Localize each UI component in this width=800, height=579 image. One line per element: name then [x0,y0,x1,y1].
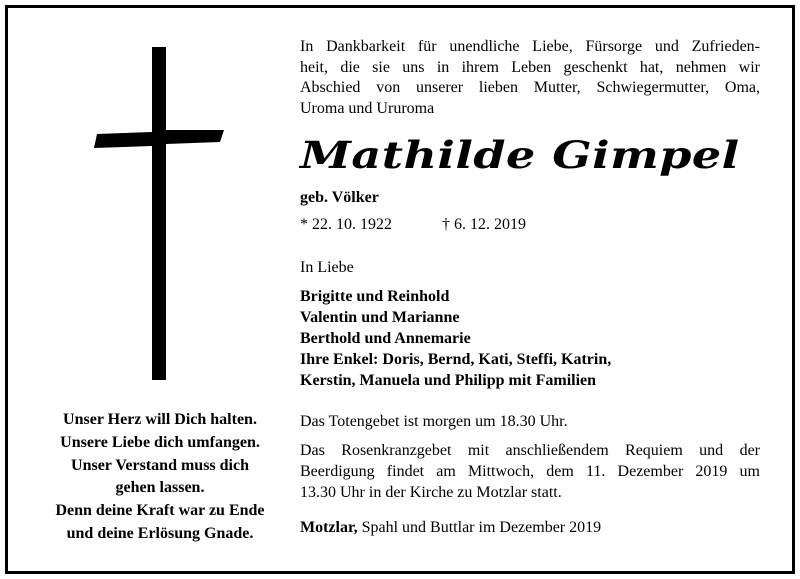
requiem-line: 13.30 Uhr in der Kirche zu Motzlar statt. [300,484,562,501]
verse-line: Unsere Liebe dich umfangen. [60,433,260,451]
maiden-name: geb. Völker [300,189,379,206]
family-line: Brigitte und Reinhold [300,288,450,305]
life-dates [300,216,760,234]
verse-line: Denn deine Kraft war zu Ende [55,502,265,520]
prayer-notice: Das Totengebet ist morgen um 18.30 Uhr. [300,413,568,430]
deceased-name: Mathilde Gimpel [300,132,740,178]
verse [30,409,290,546]
verse-line: Unser Herz will Dich halten. [63,411,257,428]
verse-line: Unser Verstand muss dich [71,456,249,474]
place-and-date [300,519,760,537]
family-line: Valentin und Marianne [300,309,460,326]
intro-line: In Dankbarkeit für unendliche Liebe, Fürsorge und Zufrieden- [300,38,760,55]
verse-line: und deine Erlösung Gnade. [66,524,254,542]
intro-text [300,37,760,119]
intro-line: heit, die sie uns in ihrem Leben geschenkt hat, nehmen wir [300,58,760,76]
family-line: Berthold und Annemarie [300,330,471,347]
intro-line: Uroma und Ururoma [300,99,435,117]
family-list [300,286,760,391]
family-line: Kerstin, Manuela und Philipp mit Familien [300,372,597,389]
in-love-label: In Liebe [300,259,354,276]
verse-line: gehen lassen. [115,479,205,497]
birth-date: * 22. 10. 1922 [300,216,392,233]
family-line: Ihre Enkel: Doris, Bernd, Kati, Steffi, Katrin, [300,351,612,368]
requiem-notice [300,440,760,503]
place-name: Motzlar, [300,519,358,536]
intro-line: Abschied von unserer lieben Mutter, Schwiegermutter, Oma, [300,79,760,96]
requiem-line: Beerdigung findet am Mittwoch, dem 11. Dezember 2019 um [300,463,760,480]
place-rest: Spahl und Buttlar im Dezember 2019 [357,519,602,536]
requiem-line: Das Rosenkranzgebet mit anschließendem Requiem und der [300,442,760,459]
death-date: † 6. 12. 2019 [442,216,526,233]
